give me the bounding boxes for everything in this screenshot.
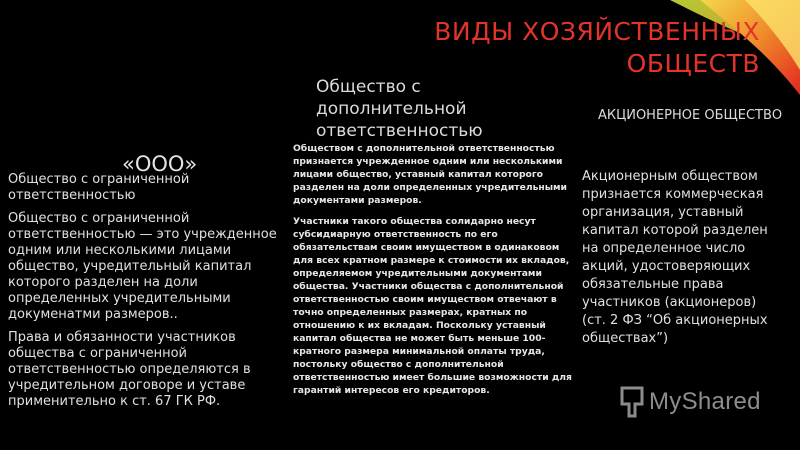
ao-definition: Акционерным обществом признается коммерческая организация, уставный капитал которой разделен на определенное число акций, удостоверяющих обязательные права участников (акционеров) (ст. 2 ФЗ “Об акционерных обществах”): [582, 169, 768, 346]
slide-title: [340, 16, 760, 80]
ooo-badge: «ООО»: [122, 152, 198, 176]
slide-title-line-2: ОБЩЕСТВ: [626, 49, 760, 78]
ooo-definition: Общество с ограниченной ответственностью — это учрежденное одним или несколькими лицами общество, учредительный капитал которого разделен на доли определенных учредительными докуменатми размеров..: [8, 211, 277, 322]
odo-definition: Обществом с дополнительной ответственностью признается учрежденное одним или несколькими лицами общество, уставный капитал которого разделен на доли определенных учредительными документами размеров.: [293, 143, 567, 206]
ooo-heading: Общество с ограниченной ответственностью: [8, 172, 190, 203]
odo-column: [293, 142, 579, 405]
odo-liability: Участники такого общества солидарно несут субсидиарную ответственность по его обязательствам своим имуществом в одинаковом для всех кратном размере к стоимости их вкладов, определяемом учредительными документами общества. Участники общества с дополнительной ответственностью своим имуществом отвечают в точно определенных размерах, кратных по отношению к их вкладам. Поскольку уставный капитал общества не может быть меньше 100-кратного размера минимальной оплаты труда, постольку общество с дополнительной ответственностью имеет большие возможности для гарантий интересов его кредиторов.: [293, 216, 572, 396]
watermark-text: MyShared: [649, 388, 761, 415]
slide-title-line-1: ВИДЫ ХОЗЯЙСТВЕННЫХ: [434, 17, 760, 46]
watermark: [617, 380, 797, 424]
ooo-column: [8, 172, 298, 417]
watermark-logo-icon: [617, 384, 647, 420]
ooo-rights: Права и обязанности участников общества с ограниченной ответственностью определяются в учредительном договоре и уставе применительно к ст. 67 ГК РФ.: [8, 330, 251, 409]
ao-heading: АКЦИОНЕРНОЕ ОБЩЕСТВО: [598, 108, 783, 123]
odo-heading: Общество с дополнительной ответственностью: [316, 77, 483, 141]
